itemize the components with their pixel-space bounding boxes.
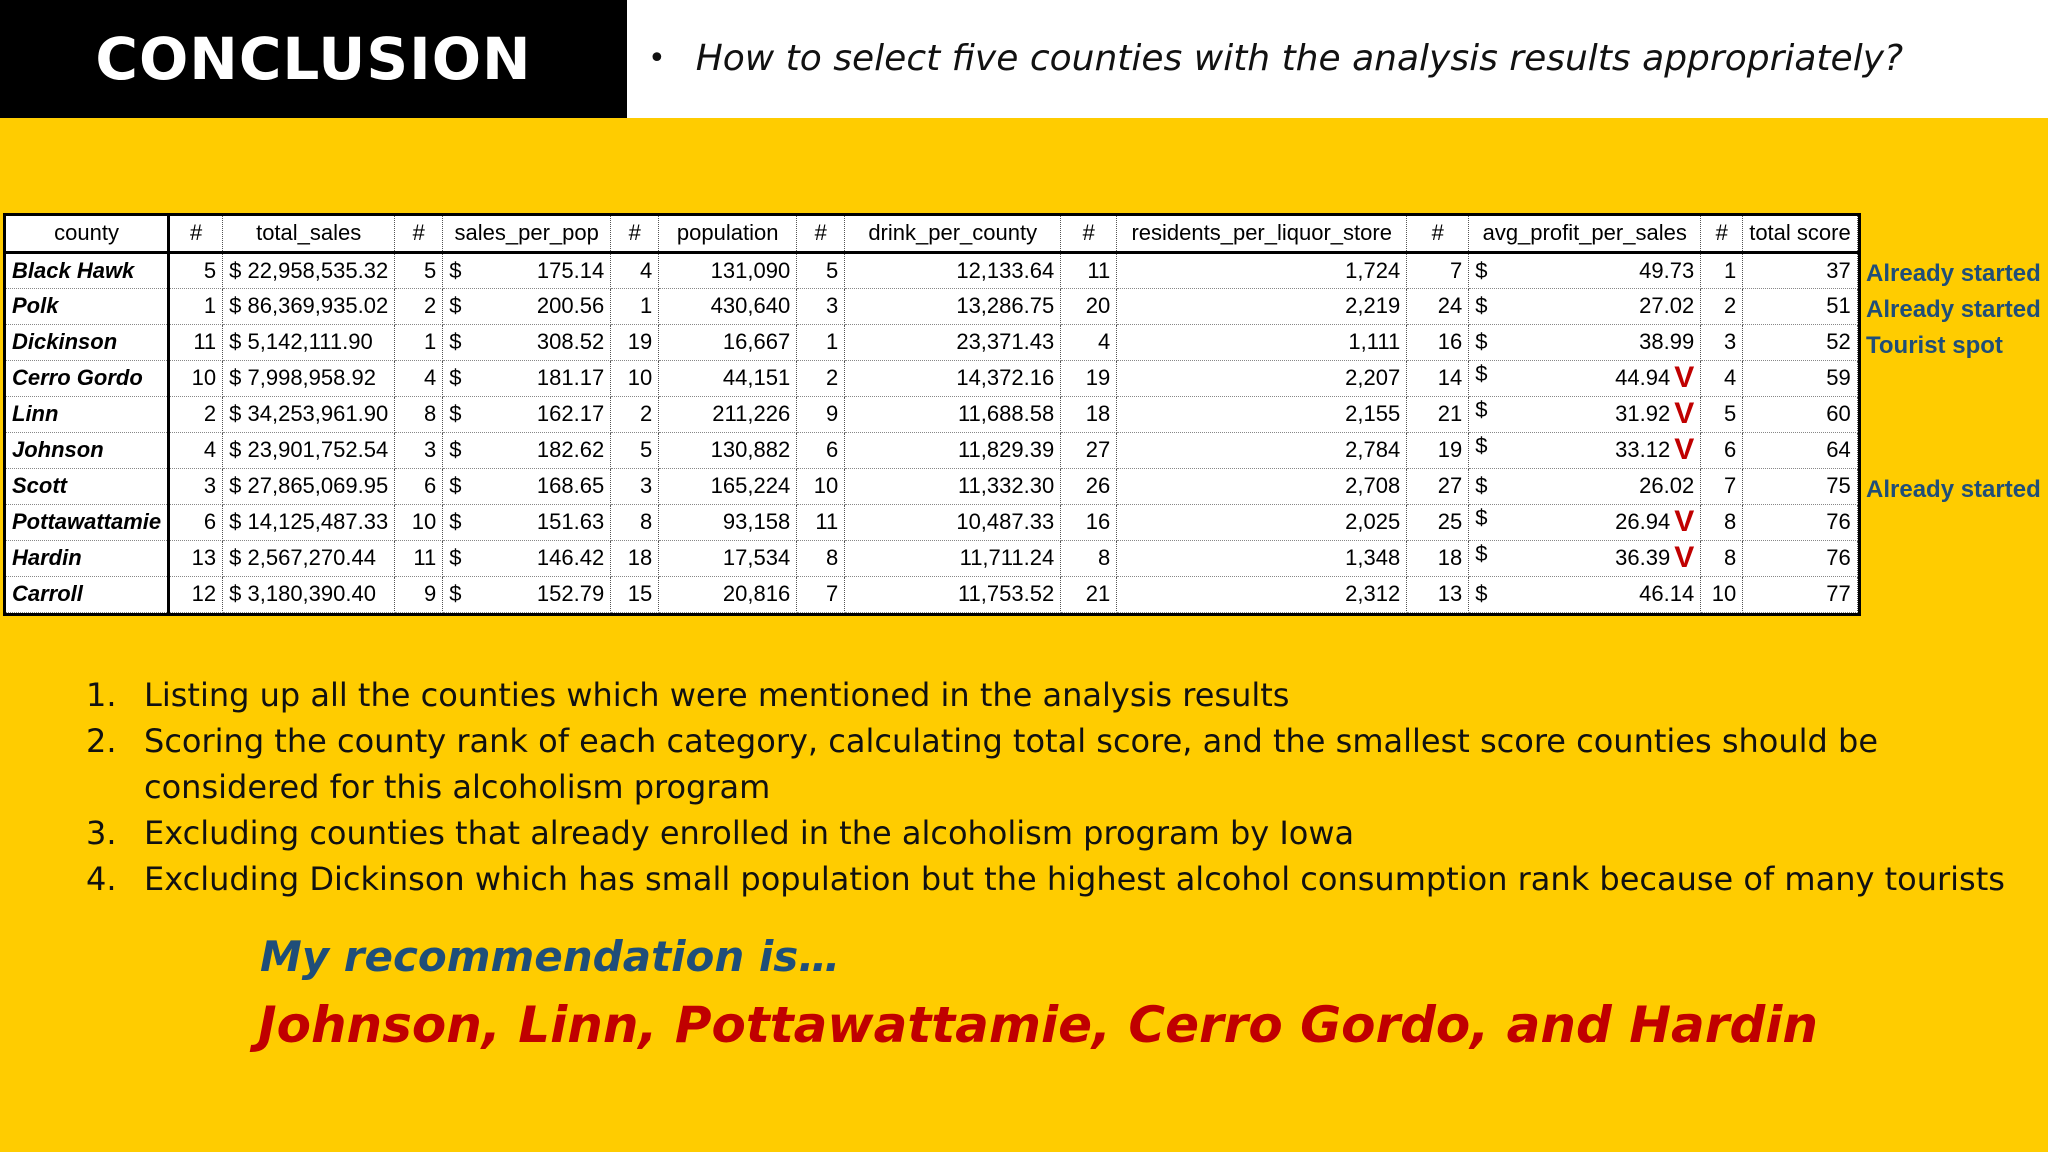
- cell-rank: 3: [611, 468, 659, 504]
- sales-per-pop-value: 175.14: [536, 257, 605, 283]
- cell-rank: 5: [611, 432, 659, 468]
- cell-rank: 6: [797, 432, 845, 468]
- sales-per-pop-value: 152.79: [536, 581, 605, 606]
- cell-residents-per-liquor-store: 2,219: [1117, 288, 1407, 324]
- currency-sign: $: [1475, 505, 1488, 530]
- cell-county: Polk: [6, 288, 169, 324]
- cell-county: Linn: [6, 396, 169, 432]
- cell-rank: 11: [1061, 252, 1117, 288]
- title-box: [0, 0, 627, 118]
- cell-total-sales: $ 2,567,270.44: [223, 540, 395, 576]
- cell-rank: 2: [797, 360, 845, 396]
- cell-rank: 8: [395, 396, 443, 432]
- cell-rank: 13: [169, 540, 223, 576]
- cell-rank: 3: [797, 288, 845, 324]
- cell-sales-per-pop: [443, 576, 611, 612]
- cell-total-sales: $ 14,125,487.33: [223, 504, 395, 540]
- cell-drink-per-county: 23,371.43: [845, 324, 1061, 360]
- col-header-rank: #: [395, 216, 443, 252]
- cell-total-score: 59: [1743, 360, 1858, 396]
- cell-rank: 12: [169, 576, 223, 612]
- cell-rank: 18: [1407, 540, 1469, 576]
- cell-drink-per-county: 11,688.58: [845, 396, 1061, 432]
- cell-rank: 10: [611, 360, 659, 396]
- cell-avg-profit-per-sales: [1469, 360, 1701, 396]
- cell-county: Dickinson: [6, 324, 169, 360]
- slide-title: CONCLUSION: [95, 25, 532, 93]
- cell-rank: 10: [797, 468, 845, 504]
- cell-residents-per-liquor-store: 2,708: [1117, 468, 1407, 504]
- currency-sign: $: [449, 257, 462, 283]
- cell-rank: 27: [1061, 432, 1117, 468]
- table-row: [6, 540, 1857, 576]
- cell-rank: 8: [611, 504, 659, 540]
- cell-rank: 20: [1061, 288, 1117, 324]
- table-row: [6, 288, 1857, 324]
- sales-per-pop-value: 151.63: [536, 509, 605, 534]
- status-note: Already started: [1866, 260, 2041, 287]
- cell-rank: 5: [1701, 396, 1743, 432]
- cell-rank: 1: [1701, 252, 1743, 288]
- sales-per-pop-value: 308.52: [536, 329, 605, 354]
- question-text: How to select five counties with the analysis results appropriately?: [695, 38, 1904, 79]
- cell-rank: 11: [395, 540, 443, 576]
- currency-sign: $: [449, 329, 462, 354]
- sales-per-pop-value: 181.17: [536, 365, 605, 390]
- cell-residents-per-liquor-store: 1,724: [1117, 252, 1407, 288]
- currency-sign: $: [1475, 541, 1488, 566]
- cell-population: 430,640: [659, 288, 797, 324]
- cell-rank: 19: [611, 324, 659, 360]
- avg-profit-value: 44.94: [1615, 365, 1671, 390]
- cell-residents-per-liquor-store: 2,025: [1117, 504, 1407, 540]
- cell-total-sales: $ 3,180,390.40: [223, 576, 395, 612]
- status-note: Already started: [1866, 296, 2041, 323]
- avg-profit-value: 31.92: [1615, 401, 1671, 426]
- currency-sign: $: [1475, 257, 1488, 283]
- cell-drink-per-county: 11,711.24: [845, 540, 1061, 576]
- avg-profit-value: 26.02: [1639, 473, 1695, 498]
- status-note: Already started: [1866, 476, 2041, 503]
- cell-rank: 6: [1701, 432, 1743, 468]
- step-text: Excluding counties that already enrolled in the alcoholism program by Iowa: [144, 814, 1355, 852]
- col-header-county: county: [6, 216, 169, 252]
- cell-rank: 24: [1407, 288, 1469, 324]
- cell-total-sales: $ 34,253,961.90: [223, 396, 395, 432]
- col-header-sales-per-pop: sales_per_pop: [443, 216, 611, 252]
- cell-rank: 1: [169, 288, 223, 324]
- currency-sign: $: [1475, 433, 1488, 458]
- currency-sign: $: [449, 509, 462, 534]
- recommendation-heading: My recommendation is…: [260, 932, 841, 981]
- cell-rank: 4: [395, 360, 443, 396]
- cell-drink-per-county: 11,829.39: [845, 432, 1061, 468]
- cell-sales-per-pop: [443, 396, 611, 432]
- cell-residents-per-liquor-store: 1,111: [1117, 324, 1407, 360]
- cell-rank: 9: [797, 396, 845, 432]
- cell-rank: 16: [1061, 504, 1117, 540]
- currency-sign: $: [1475, 397, 1488, 422]
- cell-total-sales: $ 5,142,111.90: [223, 324, 395, 360]
- cell-population: 16,667: [659, 324, 797, 360]
- currency-sign: $: [1475, 581, 1488, 606]
- currency-sign: $: [449, 437, 462, 462]
- cell-rank: 3: [395, 432, 443, 468]
- cell-sales-per-pop: [443, 288, 611, 324]
- step-text: Listing up all the counties which were mentioned in the analysis results: [144, 676, 1290, 714]
- currency-sign: $: [449, 365, 462, 390]
- cell-drink-per-county: 11,753.52: [845, 576, 1061, 612]
- cell-total-score: 76: [1743, 540, 1858, 576]
- cell-rank: 3: [169, 468, 223, 504]
- cell-avg-profit-per-sales: [1469, 288, 1701, 324]
- cell-county: Hardin: [6, 540, 169, 576]
- cell-rank: 10: [169, 360, 223, 396]
- cell-rank: 14: [1407, 360, 1469, 396]
- cell-rank: 18: [611, 540, 659, 576]
- cell-rank: 1: [797, 324, 845, 360]
- cell-rank: 25: [1407, 504, 1469, 540]
- sales-per-pop-value: 200.56: [536, 293, 605, 318]
- cell-rank: 7: [1407, 252, 1469, 288]
- step-text: Scoring the county rank of each category, calculating total score, and the smallest score counties should be considered for this alcoholism program: [144, 722, 1879, 806]
- cell-population: 20,816: [659, 576, 797, 612]
- cell-population: 130,882: [659, 432, 797, 468]
- cell-rank: 8: [1701, 540, 1743, 576]
- currency-sign: $: [449, 473, 462, 498]
- col-header-total-sales: total_sales: [223, 216, 395, 252]
- cell-rank: 15: [611, 576, 659, 612]
- table-row: [6, 432, 1857, 468]
- cell-total-sales: $ 27,865,069.95: [223, 468, 395, 504]
- cell-rank: 19: [1407, 432, 1469, 468]
- cell-total-score: 60: [1743, 396, 1858, 432]
- sales-per-pop-value: 146.42: [536, 545, 605, 570]
- cell-sales-per-pop: [443, 468, 611, 504]
- cell-rank: 19: [1061, 360, 1117, 396]
- cell-drink-per-county: 12,133.64: [845, 252, 1061, 288]
- table-row: [6, 396, 1857, 432]
- cell-rank: 26: [1061, 468, 1117, 504]
- recommendation-counties: Johnson, Linn, Pottawattamie, Cerro Gordo, and Hardin: [258, 996, 1818, 1054]
- steps-list: [86, 672, 2006, 902]
- check-mark-icon: V: [1674, 505, 1695, 538]
- cell-sales-per-pop: [443, 324, 611, 360]
- score-table: [6, 216, 1858, 613]
- avg-profit-value: 49.73: [1639, 257, 1695, 283]
- currency-sign: $: [1475, 293, 1488, 318]
- cell-avg-profit-per-sales: [1469, 504, 1701, 540]
- currency-sign: $: [449, 545, 462, 570]
- list-item: [86, 672, 2006, 718]
- avg-profit-value: 27.02: [1639, 293, 1695, 318]
- cell-rank: 2: [1701, 288, 1743, 324]
- cell-avg-profit-per-sales: [1469, 540, 1701, 576]
- cell-rank: 1: [611, 288, 659, 324]
- cell-drink-per-county: 14,372.16: [845, 360, 1061, 396]
- cell-county: Cerro Gordo: [6, 360, 169, 396]
- col-header-rank: #: [611, 216, 659, 252]
- cell-population: 44,151: [659, 360, 797, 396]
- avg-profit-value: 38.99: [1639, 329, 1695, 354]
- col-header-total-score: total score: [1743, 216, 1858, 252]
- cell-rank: 11: [797, 504, 845, 540]
- cell-avg-profit-per-sales: [1469, 432, 1701, 468]
- table-header-row: [6, 216, 1857, 252]
- cell-avg-profit-per-sales: [1469, 252, 1701, 288]
- cell-drink-per-county: 10,487.33: [845, 504, 1061, 540]
- cell-rank: 21: [1407, 396, 1469, 432]
- cell-total-score: 75: [1743, 468, 1858, 504]
- cell-rank: 21: [1061, 576, 1117, 612]
- check-mark-icon: V: [1674, 361, 1695, 394]
- col-header-rank: #: [1701, 216, 1743, 252]
- sales-per-pop-value: 182.62: [536, 437, 605, 462]
- table-row: [6, 360, 1857, 396]
- cell-rank: 1: [395, 324, 443, 360]
- cell-county: Johnson: [6, 432, 169, 468]
- col-header-residents-per-liquor-store: residents_per_liquor_store: [1117, 216, 1407, 252]
- list-item: [86, 810, 2006, 856]
- avg-profit-value: 26.94: [1615, 509, 1671, 534]
- col-header-rank: #: [1061, 216, 1117, 252]
- currency-sign: $: [1475, 361, 1488, 386]
- col-header-rank: #: [797, 216, 845, 252]
- cell-total-sales: $ 86,369,935.02: [223, 288, 395, 324]
- cell-rank: 8: [797, 540, 845, 576]
- cell-rank: 10: [395, 504, 443, 540]
- cell-sales-per-pop: [443, 252, 611, 288]
- table-row: [6, 324, 1857, 360]
- cell-rank: 4: [1701, 360, 1743, 396]
- cell-sales-per-pop: [443, 432, 611, 468]
- cell-population: 93,158: [659, 504, 797, 540]
- cell-county: Carroll: [6, 576, 169, 612]
- cell-rank: 11: [169, 324, 223, 360]
- avg-profit-value: 46.14: [1639, 581, 1695, 606]
- cell-avg-profit-per-sales: [1469, 396, 1701, 432]
- cell-rank: 5: [797, 252, 845, 288]
- cell-total-sales: $ 7,998,958.92: [223, 360, 395, 396]
- cell-rank: 13: [1407, 576, 1469, 612]
- cell-rank: 9: [395, 576, 443, 612]
- col-header-avg-profit-per-sales: avg_profit_per_sales: [1469, 216, 1701, 252]
- table-row: [6, 468, 1857, 504]
- cell-avg-profit-per-sales: [1469, 324, 1701, 360]
- avg-profit-value: 33.12: [1615, 437, 1671, 462]
- cell-residents-per-liquor-store: 2,207: [1117, 360, 1407, 396]
- cell-population: 131,090: [659, 252, 797, 288]
- cell-total-score: 77: [1743, 576, 1858, 612]
- step-number: 2.: [86, 722, 117, 760]
- table-row: [6, 252, 1857, 288]
- cell-county: Pottawattamie: [6, 504, 169, 540]
- avg-profit-value: 36.39: [1615, 545, 1671, 570]
- cell-rank: 3: [1701, 324, 1743, 360]
- cell-rank: 8: [1701, 504, 1743, 540]
- cell-total-score: 52: [1743, 324, 1858, 360]
- cell-total-score: 76: [1743, 504, 1858, 540]
- cell-rank: 5: [395, 252, 443, 288]
- currency-sign: $: [1475, 329, 1488, 354]
- cell-rank: 16: [1407, 324, 1469, 360]
- cell-rank: 8: [1061, 540, 1117, 576]
- cell-total-score: 37: [1743, 252, 1858, 288]
- table-row: [6, 576, 1857, 612]
- cell-population: 17,534: [659, 540, 797, 576]
- cell-residents-per-liquor-store: 2,312: [1117, 576, 1407, 612]
- currency-sign: $: [449, 293, 462, 318]
- table-row: [6, 504, 1857, 540]
- cell-population: 211,226: [659, 396, 797, 432]
- status-note: Tourist spot: [1866, 332, 2003, 359]
- cell-rank: 6: [169, 504, 223, 540]
- sales-per-pop-value: 162.17: [536, 401, 605, 426]
- question-line: [648, 38, 1903, 79]
- cell-avg-profit-per-sales: [1469, 576, 1701, 612]
- step-number: 1.: [86, 676, 117, 714]
- col-header-drink-per-county: drink_per_county: [845, 216, 1061, 252]
- step-number: 4.: [86, 860, 117, 898]
- cell-avg-profit-per-sales: [1469, 468, 1701, 504]
- col-header-rank: #: [1407, 216, 1469, 252]
- bullet-icon: •: [648, 41, 666, 76]
- cell-drink-per-county: 11,332.30: [845, 468, 1061, 504]
- cell-rank: 18: [1061, 396, 1117, 432]
- cell-rank: 2: [611, 396, 659, 432]
- cell-rank: 10: [1701, 576, 1743, 612]
- cell-residents-per-liquor-store: 2,155: [1117, 396, 1407, 432]
- check-mark-icon: V: [1674, 433, 1695, 466]
- currency-sign: $: [449, 401, 462, 426]
- cell-rank: 6: [395, 468, 443, 504]
- cell-total-sales: $ 22,958,535.32: [223, 252, 395, 288]
- cell-rank: 27: [1407, 468, 1469, 504]
- cell-rank: 7: [1701, 468, 1743, 504]
- slide-header: [0, 0, 2048, 118]
- list-item: [86, 718, 2006, 810]
- step-text: Excluding Dickinson which has small population but the highest alcohol consumption rank because of many tourists: [144, 860, 2005, 898]
- check-mark-icon: V: [1674, 397, 1695, 430]
- cell-rank: 5: [169, 252, 223, 288]
- cell-total-sales: $ 23,901,752.54: [223, 432, 395, 468]
- cell-total-score: 51: [1743, 288, 1858, 324]
- step-number: 3.: [86, 814, 117, 852]
- cell-population: 165,224: [659, 468, 797, 504]
- list-item: [86, 856, 2006, 902]
- cell-residents-per-liquor-store: 2,784: [1117, 432, 1407, 468]
- cell-rank: 7: [797, 576, 845, 612]
- cell-sales-per-pop: [443, 504, 611, 540]
- cell-rank: 2: [169, 396, 223, 432]
- cell-drink-per-county: 13,286.75: [845, 288, 1061, 324]
- cell-rank: 4: [169, 432, 223, 468]
- currency-sign: $: [1475, 473, 1488, 498]
- cell-county: Black Hawk: [6, 252, 169, 288]
- currency-sign: $: [449, 581, 462, 606]
- col-header-rank: #: [169, 216, 223, 252]
- cell-county: Scott: [6, 468, 169, 504]
- cell-sales-per-pop: [443, 540, 611, 576]
- score-table-container: [3, 213, 1861, 616]
- cell-total-score: 64: [1743, 432, 1858, 468]
- cell-sales-per-pop: [443, 360, 611, 396]
- cell-residents-per-liquor-store: 1,348: [1117, 540, 1407, 576]
- sales-per-pop-value: 168.65: [536, 473, 605, 498]
- col-header-population: population: [659, 216, 797, 252]
- cell-rank: 4: [611, 252, 659, 288]
- cell-rank: 2: [395, 288, 443, 324]
- cell-rank: 4: [1061, 324, 1117, 360]
- check-mark-icon: V: [1674, 541, 1695, 574]
